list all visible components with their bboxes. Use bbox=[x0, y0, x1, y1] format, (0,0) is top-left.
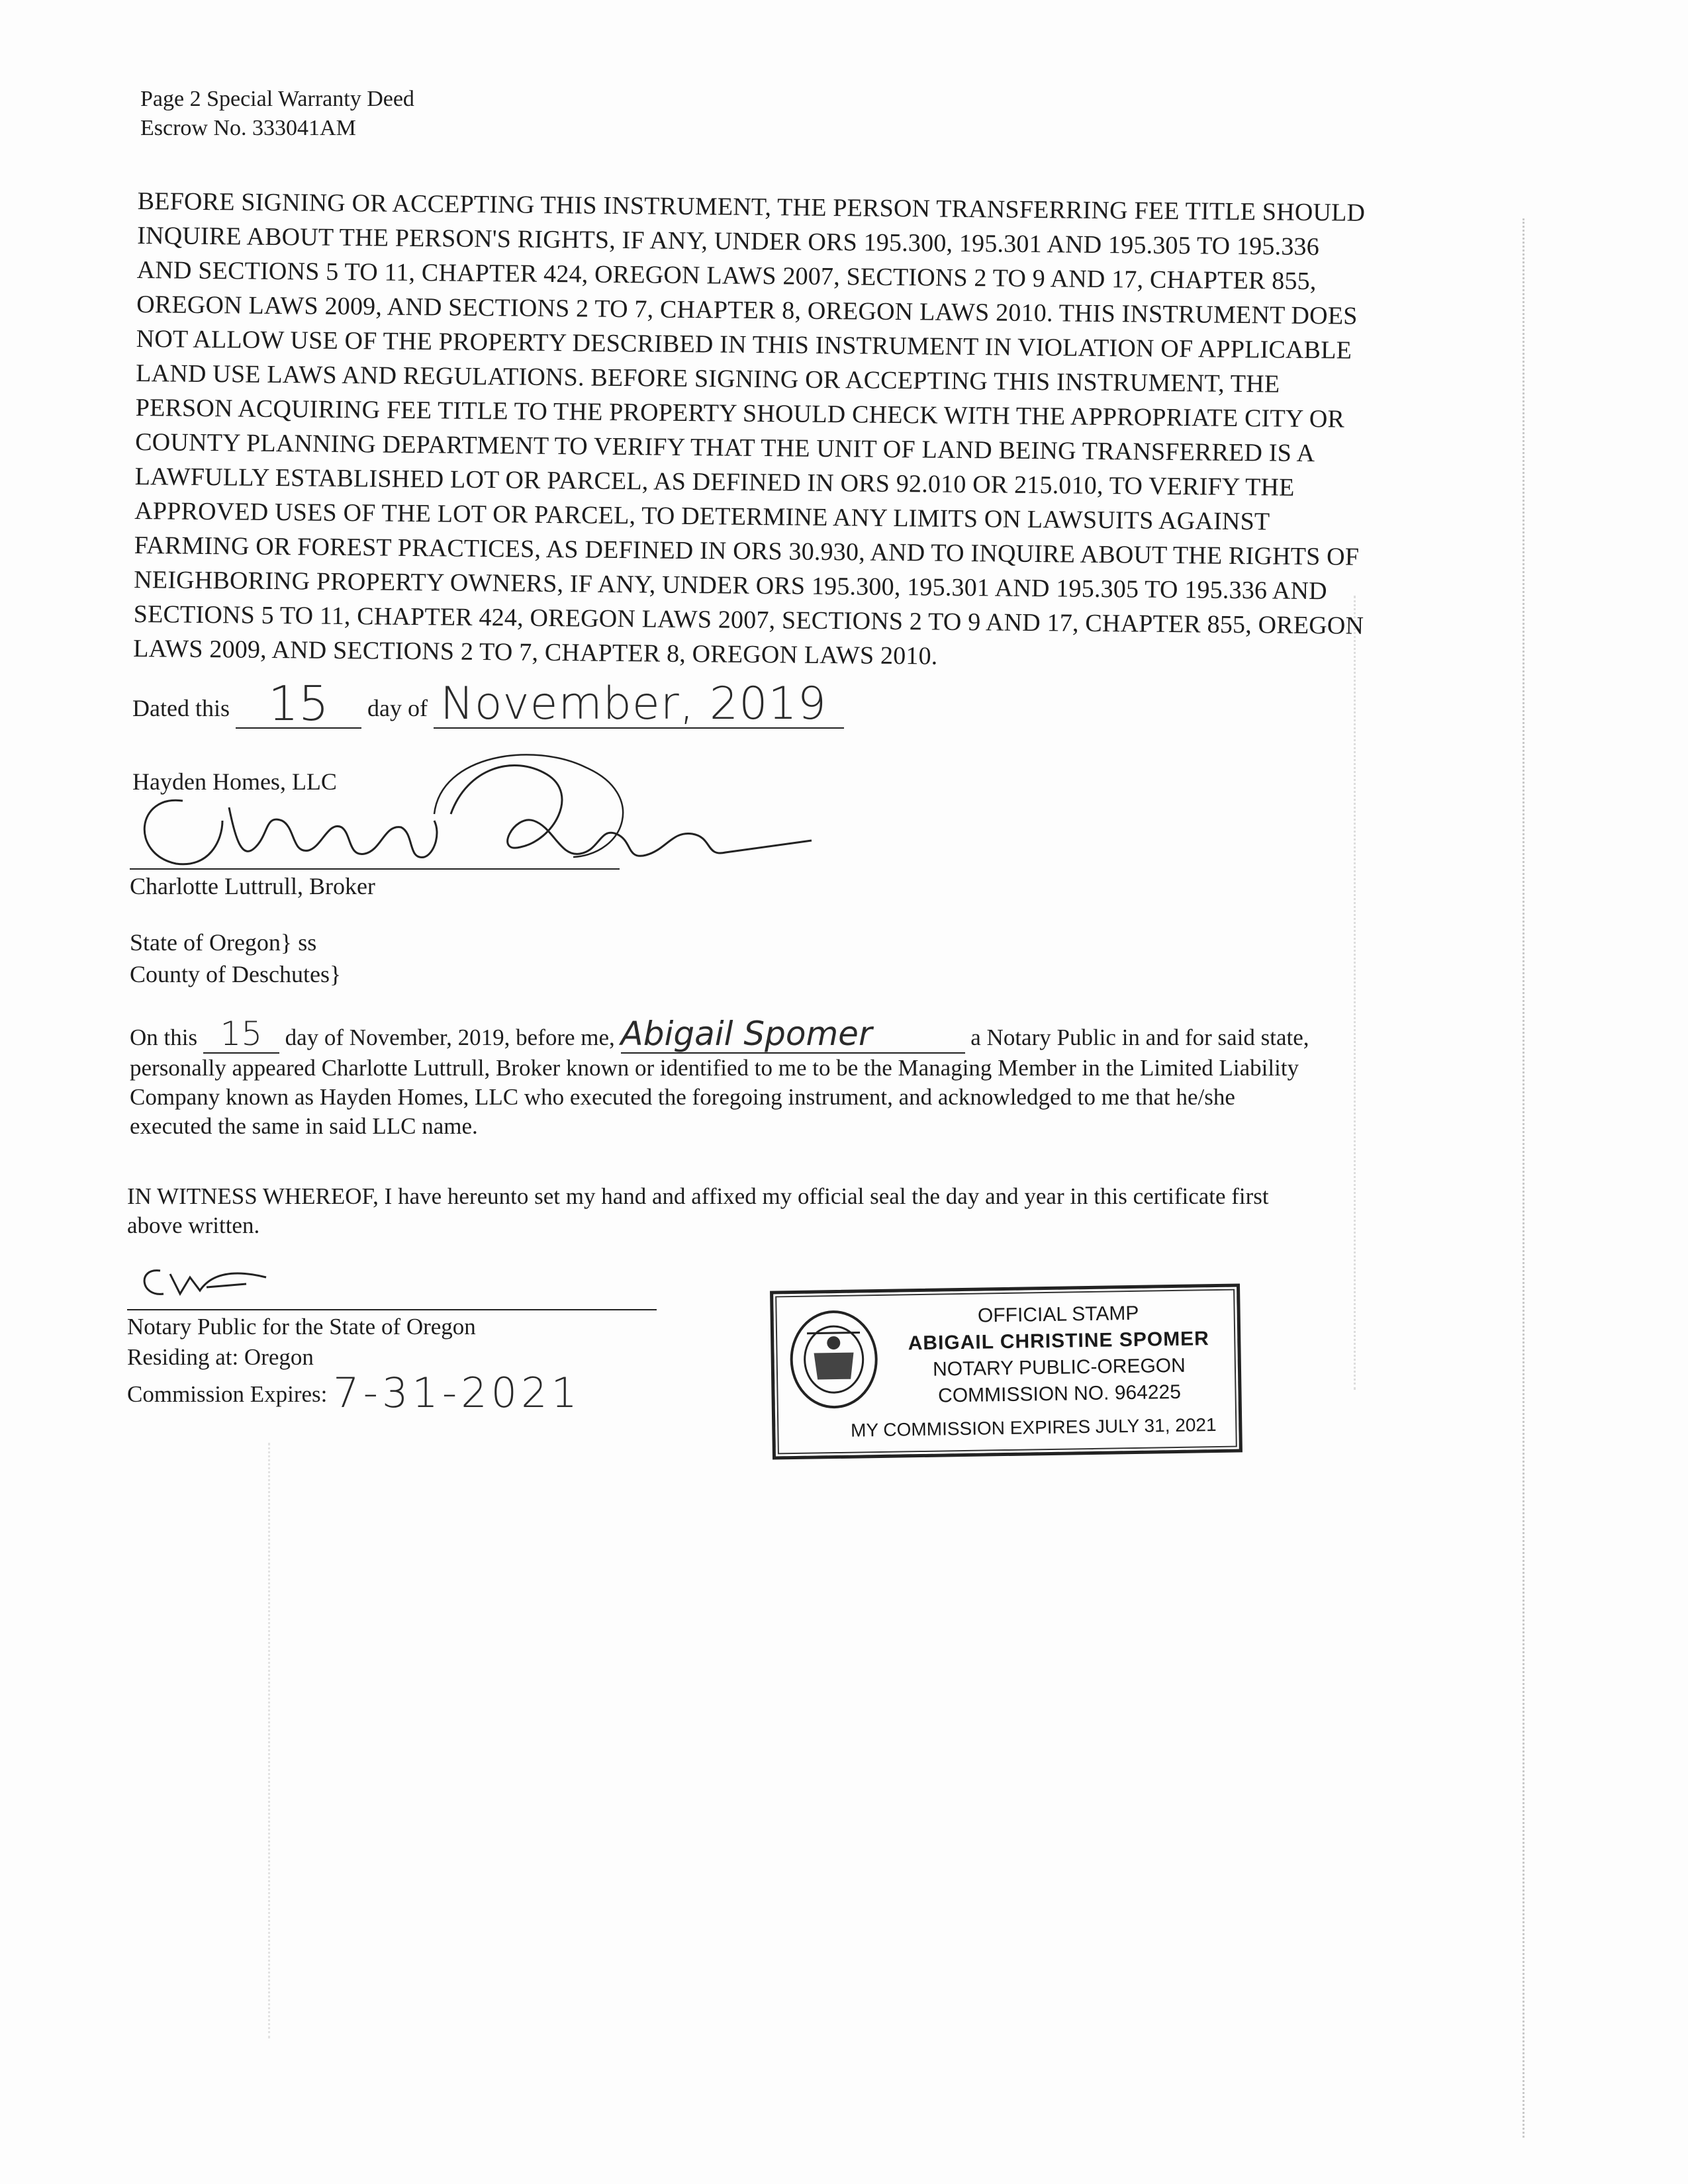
notary-initials-scribble bbox=[134, 1257, 279, 1304]
venue-block bbox=[130, 927, 341, 990]
witness-line: above written. bbox=[127, 1212, 260, 1238]
notary-signature-line bbox=[127, 1309, 657, 1310]
signer-name: Charlotte Luttrull, Broker bbox=[130, 873, 375, 899]
dated-line bbox=[132, 672, 844, 729]
notary-name-field bbox=[620, 1015, 965, 1054]
acknowledgment-paragraph bbox=[130, 1015, 1553, 1141]
notary-stamp bbox=[770, 1283, 1243, 1459]
stamp-heading: OFFICIAL STAMP bbox=[977, 1302, 1139, 1327]
venue-state: State of Oregon} ss bbox=[130, 929, 317, 956]
notary-title: Notary Public for the State of Oregon bbox=[127, 1314, 476, 1340]
notice-line: INQUIRE ABOUT THE PERSON'S RIGHTS, IF ANY, UNDER ORS 195.300, 195.301 AND 195.305 TO 195.336 bbox=[137, 221, 1320, 261]
company-name: Hayden Homes, LLC bbox=[132, 768, 337, 795]
notice-line: BEFORE SIGNING OR ACCEPTING THIS INSTRUMENT, THE PERSON TRANSFERRING FEE TITLE SHOULD bbox=[137, 187, 1366, 227]
month-field bbox=[434, 675, 844, 729]
signature-scribble bbox=[123, 741, 865, 874]
ack-after-day: day of November, 2019, before me, bbox=[285, 1024, 615, 1050]
notary-lines bbox=[127, 1312, 581, 1417]
ack-after-name: a Notary Public in and for said state, bbox=[970, 1024, 1309, 1050]
notice-line: SECTIONS 5 TO 11, CHAPTER 424, OREGON LAWS 2007, SECTIONS 2 TO 9 AND 17, CHAPTER 855, OREGON bbox=[133, 600, 1364, 640]
dated-prefix: Dated this bbox=[132, 695, 230, 721]
oregon-seal-icon bbox=[786, 1306, 880, 1413]
dated-middle: day of bbox=[367, 695, 428, 721]
notice-line: LAND USE LAWS AND REGULATIONS. BEFORE SIGNING OR ACCEPTING THIS INSTRUMENT, THE bbox=[136, 359, 1280, 398]
handwritten-month: November, 2019 bbox=[440, 678, 827, 730]
stamp-text bbox=[886, 1299, 1231, 1410]
ack-line: executed the same in said LLC name. bbox=[130, 1113, 478, 1139]
commission-label: Commission Expires: bbox=[127, 1381, 328, 1407]
page-header bbox=[140, 85, 414, 143]
notice-line: APPROVED USES OF THE LOT OR PARCEL, TO DETERMINE ANY LIMITS ON LAWSUITS AGAINST bbox=[134, 496, 1270, 536]
notice-line: NEIGHBORING PROPERTY OWNERS, IF ANY, UNDER ORS 195.300, 195.301 AND 195.305 TO 195.336 AND bbox=[134, 565, 1327, 606]
ack-line: Company known as Hayden Homes, LLC who executed the foregoing instrument, and acknowledged to me that he/she bbox=[130, 1084, 1235, 1110]
escrow-number: Escrow No. 333041AM bbox=[140, 116, 356, 140]
scan-artifact-line bbox=[1354, 596, 1356, 1390]
ack-on-this: On this bbox=[130, 1024, 198, 1050]
handwritten-ack-day: 15 bbox=[220, 1015, 263, 1053]
stamp-notary-name: ABIGAIL CHRISTINE SPOMER bbox=[908, 1328, 1210, 1355]
witness-clause bbox=[127, 1182, 1269, 1240]
notice-line: LAWS 2009, AND SECTIONS 2 TO 7, CHAPTER 8, OREGON LAWS 2010. bbox=[133, 634, 938, 670]
venue-county: County of Deschutes} bbox=[130, 961, 342, 987]
notice-line: FARMING OR FOREST PRACTICES, AS DEFINED IN ORS 30.930, AND TO INQUIRE ABOUT THE RIGHTS OF bbox=[134, 531, 1360, 571]
notary-residing: Residing at: Oregon bbox=[127, 1344, 314, 1370]
handwritten-commission-date: 7-31-2021 bbox=[333, 1369, 581, 1417]
header-title: Page 2 Special Warranty Deed bbox=[140, 87, 414, 111]
ack-day-field bbox=[203, 1015, 279, 1054]
notice-line: AND SECTIONS 5 TO 11, CHAPTER 424, OREGON LAWS 2007, SECTIONS 2 TO 9 AND 17, CHAPTER 855, bbox=[136, 255, 1317, 296]
stamp-title: NOTARY PUBLIC-OREGON bbox=[932, 1354, 1186, 1381]
notice-line: OREGON LAWS 2009, AND SECTIONS 2 TO 7, CHAPTER 8, OREGON LAWS 2010. THIS INSTRUMENT DOES bbox=[136, 290, 1358, 330]
stamp-expiry: MY COMMISSION EXPIRES JULY 31, 2021 bbox=[850, 1414, 1217, 1441]
notice-line: COUNTY PLANNING DEPARTMENT TO VERIFY THAT THE UNIT OF LAND BEING TRANSFERRED IS A bbox=[135, 428, 1315, 468]
witness-line: IN WITNESS WHEREOF, I have hereunto set my hand and affixed my official seal the day and year in this certificate first bbox=[127, 1183, 1269, 1209]
ack-line bbox=[130, 1015, 1553, 1054]
handwritten-notary-name: Abigail Spomer bbox=[620, 1015, 872, 1053]
commission-expiry bbox=[127, 1369, 581, 1417]
statutory-notice bbox=[133, 184, 1554, 680]
ack-line: personally appeared Charlotte Luttrull, Broker known or identified to me to be the Managing Member in the Limited Liability bbox=[130, 1055, 1299, 1081]
signature-line bbox=[130, 868, 620, 870]
stamp-commission-number: COMMISSION NO. 964225 bbox=[937, 1381, 1182, 1407]
notice-line: PERSON ACQUIRING FEE TITLE TO THE PROPERTY SHOULD CHECK WITH THE APPROPRIATE CITY OR bbox=[135, 393, 1345, 433]
handwritten-day: 15 bbox=[268, 676, 329, 731]
scan-artifact-line bbox=[268, 1443, 270, 2038]
notice-line: NOT ALLOW USE OF THE PROPERTY DESCRIBED IN THIS INSTRUMENT IN VIOLATION OF APPLICABLE bbox=[136, 324, 1352, 365]
day-field bbox=[236, 672, 361, 729]
notice-line: LAWFULLY ESTABLISHED LOT OR PARCEL, AS DEFINED IN ORS 92.010 OR 215.010, TO VERIFY THE bbox=[134, 462, 1295, 502]
